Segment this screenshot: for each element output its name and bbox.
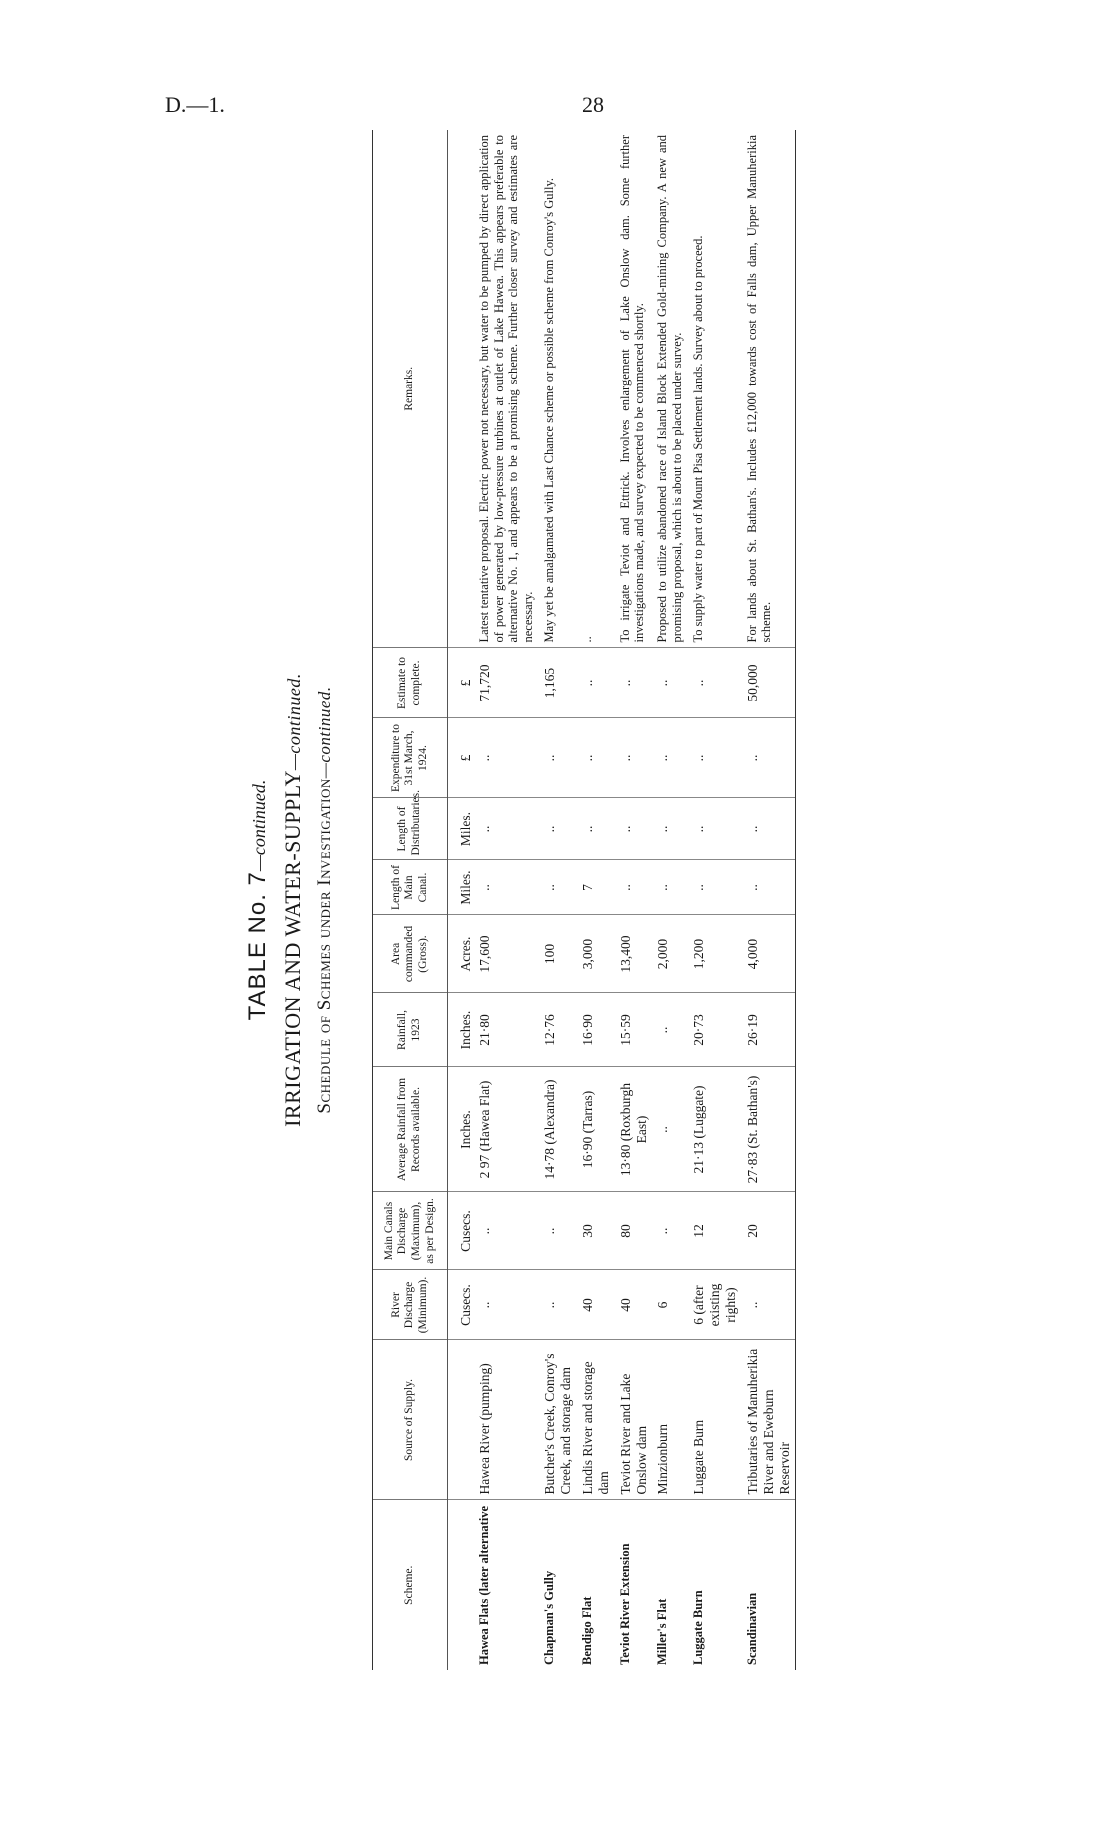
rain-cell: 15·59 (615, 993, 653, 1067)
remarks-cell: For lands about St. Bathan's. Includes £12,000 towards cost of Falls dam, Upper Manuherikia scheme. (742, 130, 796, 648)
canal-cell: 12 (688, 1192, 742, 1270)
source-cell: Minzionburn (652, 1340, 688, 1500)
avg-rain-cell: 21·13 (Luggate) (688, 1067, 742, 1192)
unit-est: £ (448, 648, 474, 718)
table-number-title (244, 100, 272, 1700)
dist-len-cell: .. (577, 798, 615, 860)
remarks-cell: Proposed to utilize abandoned race of Island Block Extended Gold-mining Company. A new and promising proposal, which is about to be placed under survey. (652, 130, 688, 648)
remarks-cell: .. (577, 130, 615, 648)
area-cell: 13,400 (615, 915, 653, 993)
scheme-cell: Hawea Flats (later alternative (476, 1505, 491, 1665)
river-cell: 40 (615, 1270, 653, 1340)
scheme-cell: Scandinavian (742, 1500, 796, 1670)
main-title-suffix: —continued. (284, 673, 304, 771)
col-scheme: Scheme. (373, 1500, 448, 1670)
river-cell: 40 (577, 1270, 615, 1340)
exp-cell: .. (742, 718, 796, 798)
dist-len-cell: .. (474, 798, 539, 860)
scheme-cell: Chapman's Gully (541, 1570, 556, 1665)
avg-rain-cell: 13·80 (Roxburgh East) (615, 1067, 653, 1192)
col-average-rainfall: Average Rainfall from Records available. (373, 1067, 448, 1192)
dist-len-cell: .. (539, 798, 577, 860)
schedule-table (372, 130, 796, 1670)
est-cell: .. (615, 648, 653, 718)
table-row (474, 130, 539, 1670)
est-cell: 71,720 (474, 648, 539, 718)
page-number: 28 (582, 92, 604, 117)
rain-cell: 26·19 (742, 993, 796, 1067)
source-cell: Lindis River and storage dam (577, 1340, 615, 1500)
col-area: Area commanded (Gross). (373, 915, 448, 993)
canal-cell: 20 (742, 1192, 796, 1270)
table-header-row (373, 130, 448, 1670)
scheme-cell: Teviot River Extension (617, 1543, 632, 1665)
rain-cell: 12·76 (539, 993, 577, 1067)
area-cell: 17,600 (474, 915, 539, 993)
unit-main-len: Miles. (448, 860, 474, 915)
source-cell: Tributaries of Manuherikia River and Eweburn Reservoir (742, 1340, 796, 1500)
col-distributaries-length: Length of Distributaries. (373, 798, 448, 860)
unit-canal: Cusecs. (448, 1192, 474, 1270)
rain-cell: 16·90 (577, 993, 615, 1067)
rain-cell: .. (652, 993, 688, 1067)
river-cell: 6 (652, 1270, 688, 1340)
col-remarks: Remarks. (373, 130, 448, 648)
scheme-cell: Miller's Flat (655, 1598, 670, 1665)
unit-area: Acres. (448, 915, 474, 993)
area-cell: 3,000 (577, 915, 615, 993)
canal-cell: 80 (615, 1192, 653, 1270)
col-main-canal-length: Length of Main Canal. (373, 860, 448, 915)
table-row (577, 130, 615, 1670)
source-cell: Hawea River (pumping) (474, 1340, 539, 1500)
main-len-cell: .. (539, 860, 577, 915)
main-len-cell: .. (688, 860, 742, 915)
exp-cell: .. (688, 718, 742, 798)
schedule-title-text: Schedule of Schemes under Investigation (314, 778, 335, 1114)
table-number-suffix: —continued. (249, 779, 269, 872)
exp-cell: .. (474, 718, 539, 798)
main-title (280, 100, 306, 1700)
col-expenditure: Expenditure to 31st March, 1924. (373, 718, 448, 798)
area-cell: 1,200 (688, 915, 742, 993)
scheme-cell: Luggate Burn (690, 1590, 705, 1665)
exp-cell: .. (539, 718, 577, 798)
source-cell: Teviot River and Lake Onslow dam (615, 1340, 653, 1500)
main-len-cell: 7 (577, 860, 615, 915)
unit-exp: £ (448, 718, 474, 798)
col-river-discharge: River Discharge (Minimum). (373, 1270, 448, 1340)
river-cell: .. (474, 1270, 539, 1340)
remarks-cell: To supply water to part of Mount Pisa Settlement lands. Survey about to proceed. (688, 130, 742, 648)
table-titles (240, 100, 372, 1700)
unit-avg-rain: Inches. (448, 1067, 474, 1192)
table-number: TABLE No. 7 (244, 871, 271, 1021)
main-len-cell: .. (742, 860, 796, 915)
unit-rain: Inches. (448, 993, 474, 1067)
table-row (742, 130, 796, 1670)
avg-rain-cell: 27·83 (St. Bathan's) (742, 1067, 796, 1192)
rain-cell: 21·80 (474, 993, 539, 1067)
river-cell: .. (742, 1270, 796, 1340)
rain-cell: 20·73 (688, 993, 742, 1067)
dist-len-cell: .. (652, 798, 688, 860)
canal-cell: 30 (577, 1192, 615, 1270)
schedule-title-suffix: —continued. (315, 686, 334, 779)
unit-dist-len: Miles. (448, 798, 474, 860)
remarks-cell: To irrigate Teviot and Ettrick. Involves enlargement of Lake Onslow dam. Some further investigations made, and survey expected to be commenced shortly. (615, 130, 653, 648)
units-row (448, 130, 474, 1670)
area-cell: 100 (539, 915, 577, 993)
est-cell: 1,165 (539, 648, 577, 718)
est-cell: .. (652, 648, 688, 718)
scheme-cell: Bendigo Flat (579, 1596, 594, 1665)
river-cell: 6 (after existing rights) (688, 1270, 742, 1340)
page-reference: D.—1. (165, 92, 225, 117)
avg-rain-cell: .. (652, 1067, 688, 1192)
schedule-title (314, 100, 336, 1700)
main-title-text: IRRIGATION AND WATER-SUPPLY (280, 770, 305, 1127)
est-cell: .. (577, 648, 615, 718)
table-row (539, 130, 577, 1670)
avg-rain-cell: 16·90 (Tarras) (577, 1067, 615, 1192)
avg-rain-cell: 14·78 (Alexandra) (539, 1067, 577, 1192)
canal-cell: .. (652, 1192, 688, 1270)
remarks-cell: May yet be amalgamated with Last Chance scheme or possible scheme from Conroy's Gully. (539, 130, 577, 648)
main-len-cell: .. (652, 860, 688, 915)
est-cell: 50,000 (742, 648, 796, 718)
table-row (688, 130, 742, 1670)
canal-cell: .. (539, 1192, 577, 1270)
dist-len-cell: .. (615, 798, 653, 860)
col-rainfall-1923: Rainfall, 1923 (373, 993, 448, 1067)
area-cell: 4,000 (742, 915, 796, 993)
rotated-table-area (240, 100, 880, 1700)
unit-river: Cusecs. (448, 1270, 474, 1340)
canal-cell: .. (474, 1192, 539, 1270)
main-len-cell: .. (474, 860, 539, 915)
est-cell: .. (688, 648, 742, 718)
col-source: Source of Supply. (373, 1340, 448, 1500)
col-canal-discharge: Main Canals Discharge (Maximum), as per Design. (373, 1192, 448, 1270)
dist-len-cell: .. (688, 798, 742, 860)
remarks-cell: Latest tentative proposal. Electric power not necessary, but water to be pumped by direct application of power generated by low-pressure turbines at outlet of Lake Hawea. This appears preferable to alternative No. 1, and appears to be a promising scheme. Further closer survey and estimates are necessary. (474, 130, 539, 648)
exp-cell: .. (577, 718, 615, 798)
river-cell: .. (539, 1270, 577, 1340)
source-cell: Butcher's Creek, Conroy's Creek, and storage dam (539, 1340, 577, 1500)
source-cell: Luggate Burn (688, 1340, 742, 1500)
dist-len-cell: .. (742, 798, 796, 860)
col-estimate: Estimate to complete. (373, 648, 448, 718)
table-row (652, 130, 688, 1670)
main-len-cell: .. (615, 860, 653, 915)
avg-rain-cell: 2 97 (Hawea Flat) (474, 1067, 539, 1192)
exp-cell: .. (652, 718, 688, 798)
exp-cell: .. (615, 718, 653, 798)
table-row (615, 130, 653, 1670)
area-cell: 2,000 (652, 915, 688, 993)
